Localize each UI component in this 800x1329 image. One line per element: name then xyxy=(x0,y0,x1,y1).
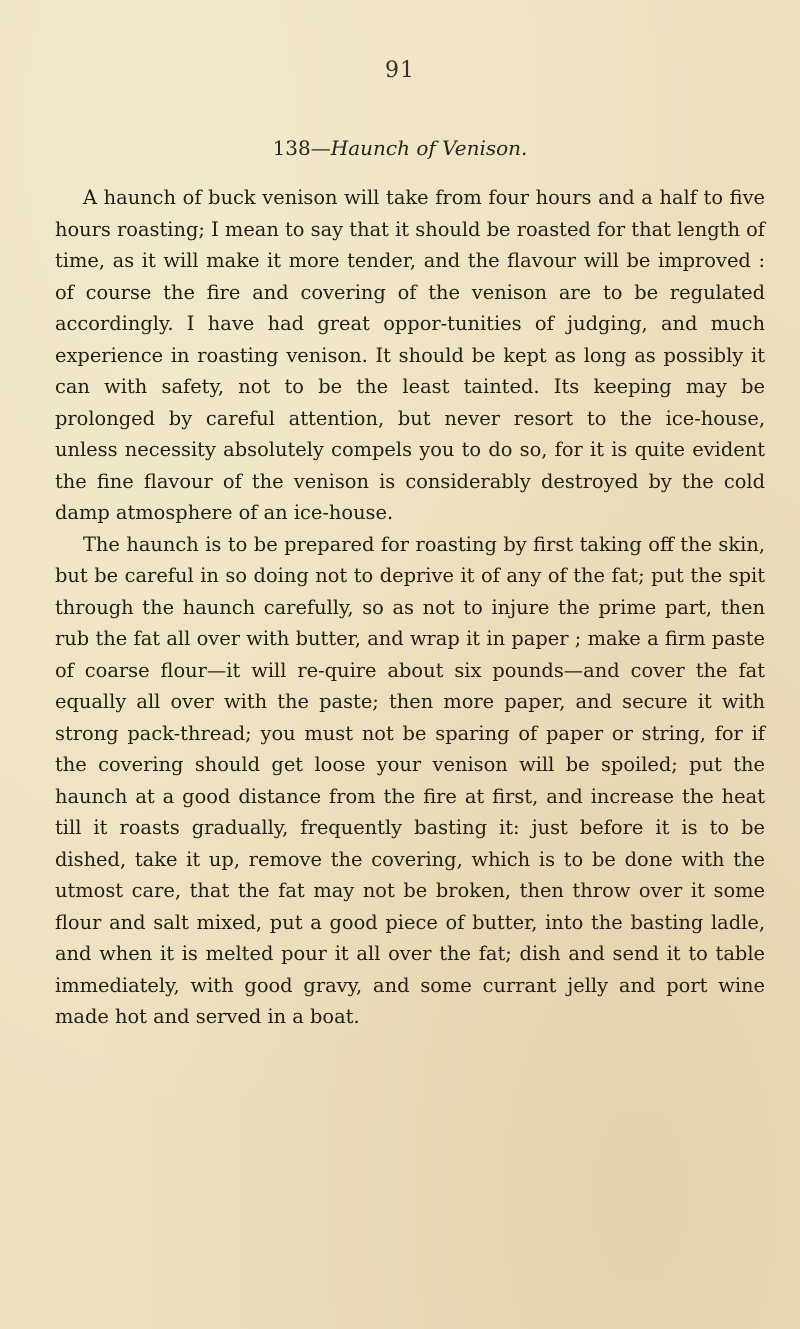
heading-dash: — xyxy=(310,136,331,160)
recipe-heading xyxy=(0,136,800,160)
recipe-body xyxy=(55,182,765,1033)
recipe-number: 138 xyxy=(272,136,311,160)
paragraph-intro: A haunch of buck venison will take from four hours and a half to five hours roasting; I mean to say that it should be roasted for that length of time, as it will make it more tender, and the flavour will be improved : of course the fire and covering of the venison are to be regulated accordingly. I have had great oppor-tunities of judging, and much experience in roasting venison. It should be kept as long as possibly it can with safety, not to be the least tainted. Its keeping may be prolonged by careful attention, but never resort to the ice-house, unless necessity absolutely compels you to do so, for it is quite evident the fine flavour of the venison is considerably destroyed by the cold damp atmosphere of an ice-house. xyxy=(55,186,765,524)
recipe-title: Haunch of Venison. xyxy=(330,136,528,160)
page-number: 91 xyxy=(385,58,415,83)
paragraph-preparation: The haunch is to be prepared for roasting by first taking off the skin, but be careful in so doing not to deprive it of any of the fat; put the spit through the haunch carefully, so as not to injure the prime part, then rub the fat all over with butter, and wrap it in paper ; make a firm paste of coarse flour—it will re-quire about six pounds—and cover the fat equally all over with the paste; then more paper, and secure it with strong pack-thread; you must not be sparing of paper or string, for if the covering should get loose your venison will be spoiled; put the haunch at a good distance from the fire at first, and increase the heat till it roasts gradually, frequently basting it: just before it is to be dished, take it up, remove the covering, which is to be done with the utmost care, that the fat may not be broken, then throw over it some flour and salt mixed, put a good piece of butter, into the basting ladle, and when it is melted pour it all over the fat; dish and send it to table immediately, with good gravy, and some currant jelly and port wine made hot and served in a boat. xyxy=(55,532,765,1028)
